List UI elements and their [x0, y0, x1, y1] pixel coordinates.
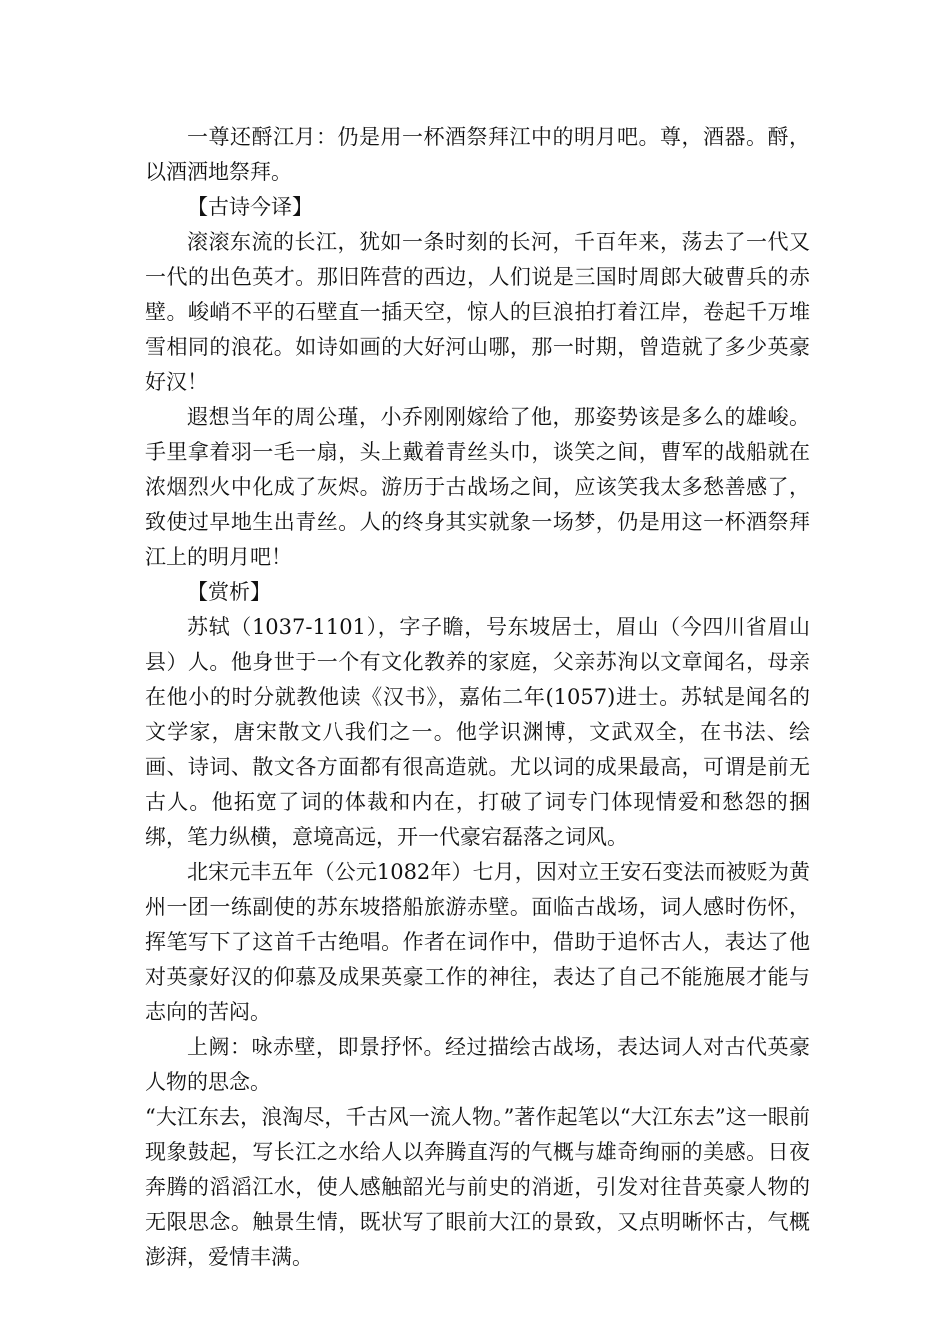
heading-translation: 【古诗今译】: [187, 195, 313, 219]
paragraph-appreciation-1: 苏轼（1037-1101），字子瞻，号东坡居士，眉山（今四川省眉山县）人。他身世于一个有文化教养的家庭，父亲苏洵以文章闻名，母亲在他小的时分就教他读《汉书》，嘉佑二年(1057)进士。苏轼是闻名的文学家，唐宋散文八我们之一。他学识渊博，文武双全，在书法、绘画、诗词、散文各方面都有很高造就。尤以词的成果最高，可谓是前无古人。他拓宽了词的体裁和内在，打破了词专门体现情爱和愁怨的捆绑，笔力纵横，意境高远，开一代豪宕磊落之词风。: [145, 615, 810, 849]
heading-appreciation: 【赏析】: [187, 580, 271, 604]
paragraph-translation-2: 遐想当年的周公瑾，小乔刚刚嫁给了他，那姿势该是多么的雄峻。手里拿着羽一毛一扇，头上戴着青丝头巾，谈笑之间，曹军的战船就在浓烟烈火中化成了灰烬。游历于古战场之间，应该笑我太多愁善感了，致使过早地生出青丝。人的终身其实就象一场梦，仍是用这一杯酒祭拜江上的明月吧！: [145, 405, 810, 569]
paragraph-appreciation-2: 北宋元丰五年（公元1082年）七月，因对立王安石变法而被贬为黄州一团一练副使的苏东坡搭船旅游赤壁。面临古战场，词人感时伤怀，挥笔写下了这首千古绝唱。作者在词作中，借助于追怀古人，表达了他对英豪好汉的仰慕及成果英豪工作的神往，表达了自己不能施展才能与志向的苦闷。: [145, 860, 810, 1024]
paragraph-gloss: 一尊还酹江月：仍是用一杯酒祭拜江中的明月吧。尊，酒器。酹，以酒洒地祭拜。: [145, 125, 810, 184]
paragraph-appreciation-3: 上阙：咏赤壁，即景抒怀。经过描绘古战场，表达词人对古代英豪人物的思念。: [145, 1035, 810, 1094]
paragraph-appreciation-4: “大江东去，浪淘尽，千古风一流人物。”著作起笔以“大江东去”这一眼前现象鼓起，写长江之水给人以奔腾直泻的气概与雄奇绚丽的美感。日夜奔腾的滔滔江水，使人感触韶光与前史的消逝，引发对往昔英豪人物的无限思念。触景生情，既状写了眼前大江的景致，又点明晰怀古，气概澎湃，爱情丰满。: [145, 1105, 810, 1269]
paragraph-translation-1: 滚滚东流的长江，犹如一条时刻的长河，千百年来，荡去了一代又一代的出色英才。那旧阵营的西边，人们说是三国时周郎大破曹兵的赤壁。峻峭不平的石壁直一插天空，惊人的巨浪拍打着江岸，卷起千万堆雪相同的浪花。如诗如画的大好河山哪，那一时期，曾造就了多少英豪好汉！: [145, 230, 810, 394]
document-page: [145, 120, 810, 1275]
